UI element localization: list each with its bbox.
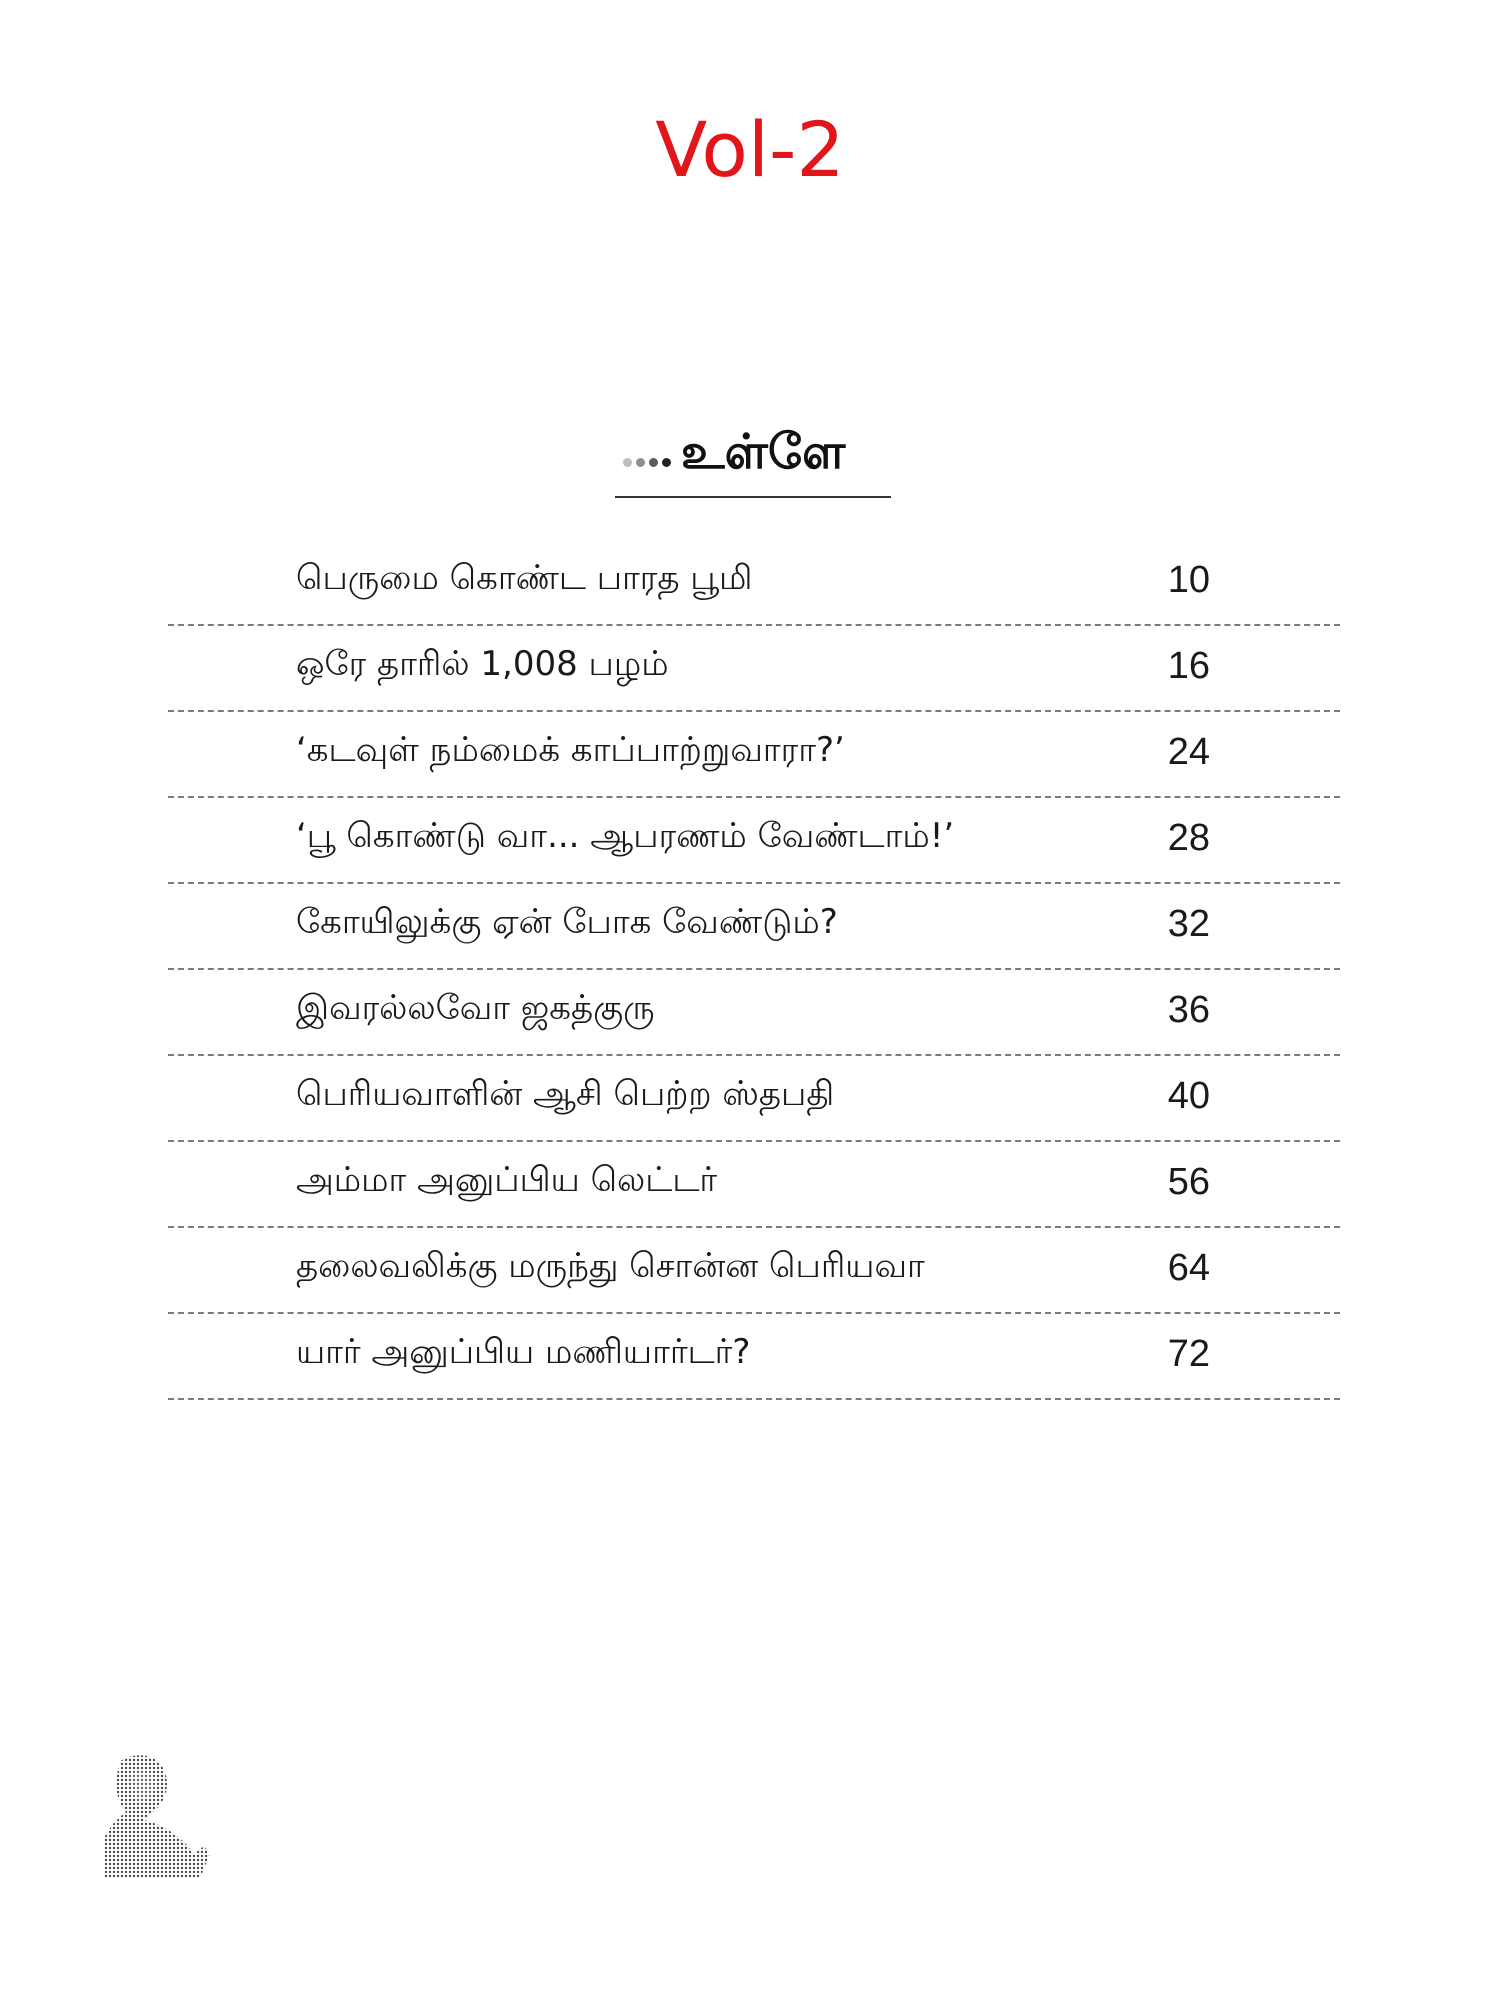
contents-header <box>615 424 891 500</box>
toc-page-number: 36 <box>1167 989 1210 1031</box>
portrait-image <box>100 1750 220 1880</box>
toc-title: யார் அனுப்பிய மணியார்டர்? <box>296 1332 751 1372</box>
toc-page-number: 64 <box>1167 1247 1210 1289</box>
toc-title: தலைவலிக்கு மருந்து சொன்ன பெரியவா <box>296 1246 925 1286</box>
toc-page-number: 10 <box>1167 559 1210 601</box>
toc-row <box>168 720 1340 806</box>
toc-page-number: 28 <box>1167 817 1210 859</box>
toc-row <box>168 634 1340 720</box>
table-of-contents <box>168 548 1340 1408</box>
toc-row <box>168 978 1340 1064</box>
toc-page-number: 72 <box>1167 1333 1210 1375</box>
toc-row <box>168 892 1340 978</box>
toc-title: அம்மா அனுப்பிய லெட்டர் <box>296 1160 718 1200</box>
contents-heading: உள்ளே <box>681 424 846 480</box>
toc-title: ஒரே தாரில் 1,008 பழம் <box>296 644 669 684</box>
dots-ornament-icon <box>623 458 671 467</box>
heading-underline <box>615 496 891 498</box>
toc-title: கோயிலுக்கு ஏன் போக வேண்டும்? <box>296 902 838 942</box>
toc-row <box>168 1064 1340 1150</box>
toc-page-number: 32 <box>1167 903 1210 945</box>
toc-page-number: 16 <box>1167 645 1210 687</box>
toc-page-number: 56 <box>1167 1161 1210 1203</box>
toc-title: இவரல்லவோ ஜகத்குரு <box>296 988 655 1028</box>
toc-title: பெருமை கொண்ட பாரத பூமி <box>296 558 753 598</box>
toc-title: ‘கடவுள் நம்மைக் காப்பாற்றுவாரா?’ <box>296 730 845 770</box>
toc-page-number: 40 <box>1167 1075 1210 1117</box>
toc-row <box>168 548 1340 634</box>
toc-page-number: 24 <box>1167 731 1210 773</box>
toc-row <box>168 1150 1340 1236</box>
toc-row <box>168 1322 1340 1408</box>
toc-row <box>168 1236 1340 1322</box>
toc-title: பெரியவாளின் ஆசி பெற்ற ஸ்தபதி <box>296 1074 835 1114</box>
volume-label: Vol-2 <box>655 105 845 194</box>
toc-row <box>168 806 1340 892</box>
toc-title: ‘பூ கொண்டு வா... ஆபரணம் வேண்டாம்!’ <box>296 816 955 856</box>
